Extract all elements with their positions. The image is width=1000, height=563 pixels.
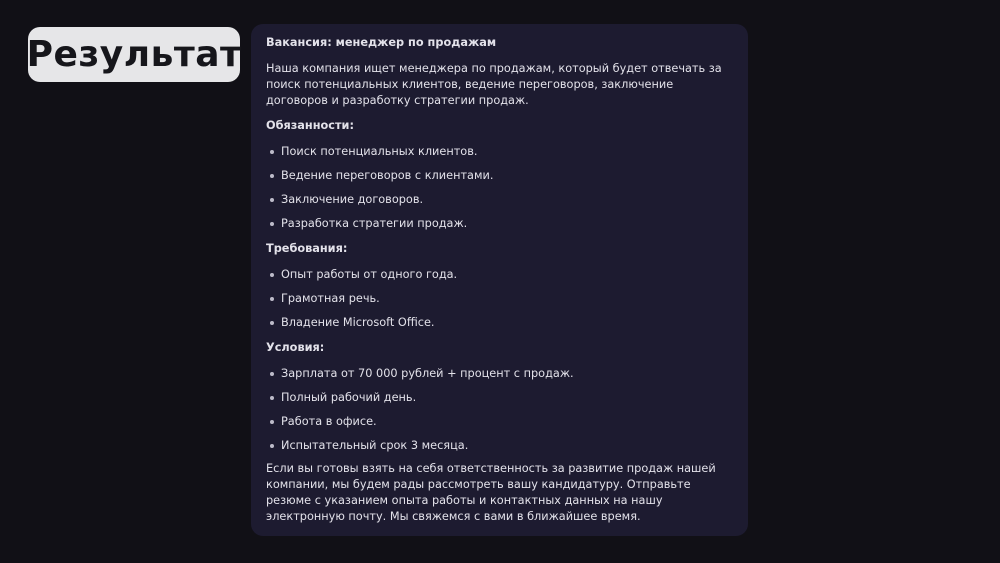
vacancy-response-card: [251, 24, 748, 536]
list-item: Владение Microsoft Office.: [266, 315, 736, 331]
list-item: Полный рабочий день.: [266, 390, 736, 406]
list-item: Ведение переговоров с клиентами.: [266, 168, 736, 184]
result-badge: [28, 27, 240, 82]
section-heading-duties: Обязанности:: [266, 119, 354, 132]
duties-list: [266, 144, 736, 232]
requirements-list: [266, 267, 736, 331]
list-item: Разработка стратегии продаж.: [266, 216, 736, 232]
result-badge-label: Результат: [26, 33, 242, 75]
list-item: Зарплата от 70 000 рублей + процент с продаж.: [266, 366, 736, 382]
vacancy-intro: Наша компания ищет менеджера по продажам, который будет отвечать за поиск потенциальных клиентов, ведение переговоров, заключение договоров и разработку стратегии продаж.: [266, 62, 722, 107]
vacancy-title: Вакансия: менеджер по продажам: [266, 36, 497, 49]
list-item: Грамотная речь.: [266, 291, 736, 307]
list-item: Испытательный срок 3 месяца.: [266, 438, 736, 454]
section-heading-requirements: Требования:: [266, 242, 348, 255]
list-item: Работа в офисе.: [266, 414, 736, 430]
list-item: Заключение договоров.: [266, 192, 736, 208]
list-item: Опыт работы от одного года.: [266, 267, 736, 283]
vacancy-outro: Если вы готовы взять на себя ответственность за развитие продаж нашей компании, мы будем рады рассмотреть вашу кандидатуру. Отправьте резюме с указанием опыта работы и контактных данных на нашу электронную почту. Мы свяжемся с вами в ближайшее время.: [266, 462, 716, 523]
list-item: Поиск потенциальных клиентов.: [266, 144, 736, 160]
conditions-list: [266, 366, 736, 454]
section-heading-conditions: Условия:: [266, 341, 325, 354]
